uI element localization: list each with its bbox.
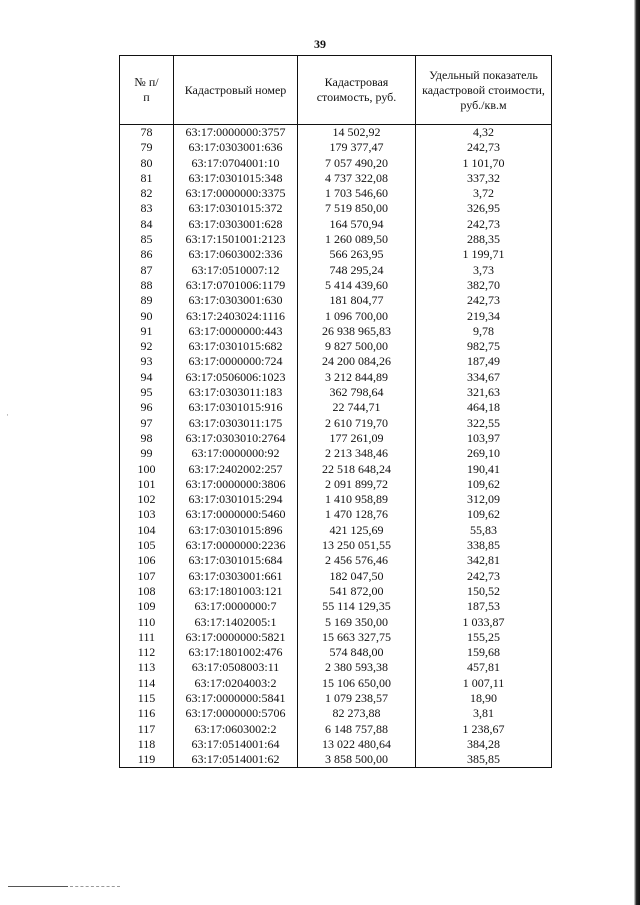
- cell-cadastral-number: 63:17:0301015:682: [174, 339, 298, 354]
- cell-cadastral-value: 9 827 500,00: [298, 339, 416, 354]
- cell-row-number: 101: [120, 477, 174, 492]
- cell-cadastral-value: 5 169 350,00: [298, 615, 416, 630]
- cell-row-number: 85: [120, 232, 174, 247]
- cell-cadastral-number: 63:17:0000000:5841: [174, 691, 298, 706]
- table-row: [120, 492, 552, 507]
- table-row: [120, 431, 552, 446]
- cell-cadastral-value: 14 502,92: [298, 125, 416, 141]
- table-row: [120, 706, 552, 721]
- table-row: [120, 507, 552, 522]
- table-row: [120, 676, 552, 691]
- cell-cadastral-number: 63:17:0000000:3806: [174, 477, 298, 492]
- cell-cadastral-number: 63:17:2403024:1116: [174, 309, 298, 324]
- cell-cadastral-value: 13 022 480,64: [298, 737, 416, 752]
- cell-row-number: 98: [120, 431, 174, 446]
- cell-cadastral-value: 24 200 084,26: [298, 354, 416, 369]
- cell-specific-indicator: 3,72: [416, 186, 552, 201]
- cell-cadastral-value: 1 470 128,76: [298, 507, 416, 522]
- cell-cadastral-number: 63:17:0303001:636: [174, 140, 298, 155]
- table-row: [120, 599, 552, 614]
- cell-row-number: 82: [120, 186, 174, 201]
- table-row: [120, 385, 552, 400]
- cell-cadastral-value: 15 106 650,00: [298, 676, 416, 691]
- table-row: [120, 370, 552, 385]
- cell-cadastral-value: 164 570,94: [298, 217, 416, 232]
- table-row: [120, 630, 552, 645]
- cell-row-number: 83: [120, 201, 174, 216]
- cell-row-number: 81: [120, 171, 174, 186]
- table-row: [120, 752, 552, 768]
- header-specific-indicator-label: Удельный показатель кадастровой стоимости, руб./кв.м: [422, 67, 545, 112]
- cell-cadastral-value: 177 261,09: [298, 431, 416, 446]
- cell-specific-indicator: 242,73: [416, 293, 552, 308]
- cell-cadastral-value: 2 610 719,70: [298, 416, 416, 431]
- cell-cadastral-number: 63:17:0510007:12: [174, 263, 298, 278]
- cell-cadastral-value: 3 858 500,00: [298, 752, 416, 768]
- page-number: 39: [314, 37, 326, 51]
- table-row: [120, 400, 552, 415]
- cell-row-number: 97: [120, 416, 174, 431]
- scan-margin-mark: ·: [6, 410, 9, 420]
- cell-specific-indicator: 242,73: [416, 140, 552, 155]
- table-row: [120, 232, 552, 247]
- cell-specific-indicator: 187,49: [416, 354, 552, 369]
- cell-cadastral-number: 63:17:0506006:1023: [174, 370, 298, 385]
- table-row: [120, 477, 552, 492]
- table-header: [120, 56, 552, 125]
- cell-specific-indicator: 385,85: [416, 752, 552, 768]
- cell-specific-indicator: 187,53: [416, 599, 552, 614]
- table-row: [120, 293, 552, 308]
- cell-row-number: 94: [120, 370, 174, 385]
- cell-cadastral-value: 1 096 700,00: [298, 309, 416, 324]
- cell-specific-indicator: 150,52: [416, 584, 552, 599]
- header-row-number: [120, 56, 174, 125]
- table-row: [120, 247, 552, 262]
- cell-specific-indicator: 1 101,70: [416, 156, 552, 171]
- cell-cadastral-number: 63:17:0000000:3375: [174, 186, 298, 201]
- table-row: [120, 156, 552, 171]
- table-row: [120, 339, 552, 354]
- table-row: [120, 171, 552, 186]
- cell-row-number: 105: [120, 538, 174, 553]
- cell-cadastral-value: 1 079 238,57: [298, 691, 416, 706]
- cell-row-number: 88: [120, 278, 174, 293]
- cell-cadastral-number: 63:17:0603002:336: [174, 247, 298, 262]
- table-row: [120, 446, 552, 461]
- cell-cadastral-number: 63:17:0000000:5460: [174, 507, 298, 522]
- cell-cadastral-value: 421 125,69: [298, 523, 416, 538]
- table-row: [120, 186, 552, 201]
- cell-cadastral-value: 1 410 958,89: [298, 492, 416, 507]
- cell-cadastral-value: 1 260 089,50: [298, 232, 416, 247]
- cell-specific-indicator: 1 007,11: [416, 676, 552, 691]
- table-row: [120, 691, 552, 706]
- cell-cadastral-value: 15 663 327,75: [298, 630, 416, 645]
- table-row: [120, 201, 552, 216]
- cell-row-number: 102: [120, 492, 174, 507]
- cell-cadastral-number: 63:17:0301015:294: [174, 492, 298, 507]
- footer-rule: [8, 886, 68, 887]
- cell-cadastral-value: 179 377,47: [298, 140, 416, 155]
- cell-cadastral-value: 182 047,50: [298, 569, 416, 584]
- cell-row-number: 106: [120, 553, 174, 568]
- cell-cadastral-value: 13 250 051,55: [298, 538, 416, 553]
- cell-row-number: 118: [120, 737, 174, 752]
- table-row: [120, 125, 552, 141]
- table-row: [120, 737, 552, 752]
- cell-specific-indicator: 337,32: [416, 171, 552, 186]
- cell-specific-indicator: 55,83: [416, 523, 552, 538]
- cell-cadastral-number: 63:17:0301015:916: [174, 400, 298, 415]
- cell-cadastral-value: 7 519 850,00: [298, 201, 416, 216]
- cell-cadastral-value: 541 872,00: [298, 584, 416, 599]
- table-row: [120, 645, 552, 660]
- cell-cadastral-value: 566 263,95: [298, 247, 416, 262]
- table-row: [120, 523, 552, 538]
- cell-row-number: 93: [120, 354, 174, 369]
- cell-specific-indicator: 326,95: [416, 201, 552, 216]
- cell-row-number: 99: [120, 446, 174, 461]
- cell-cadastral-number: 63:17:0000000:92: [174, 446, 298, 461]
- cell-row-number: 78: [120, 125, 174, 141]
- cell-row-number: 104: [120, 523, 174, 538]
- header-cadastral-number: Кадастровый номер: [174, 56, 298, 125]
- cell-cadastral-number: 63:17:0000000:443: [174, 324, 298, 339]
- cell-cadastral-value: 362 798,64: [298, 385, 416, 400]
- cell-specific-indicator: 109,62: [416, 507, 552, 522]
- cell-row-number: 109: [120, 599, 174, 614]
- cell-cadastral-number: 63:17:0000000:5706: [174, 706, 298, 721]
- cell-cadastral-value: 748 295,24: [298, 263, 416, 278]
- cell-cadastral-value: 26 938 965,83: [298, 324, 416, 339]
- cell-cadastral-number: 63:17:0301015:896: [174, 523, 298, 538]
- cell-cadastral-value: 2 091 899,72: [298, 477, 416, 492]
- cell-cadastral-value: 2 380 593,38: [298, 660, 416, 675]
- table-row: [120, 263, 552, 278]
- table-row: [120, 615, 552, 630]
- table-row: [120, 584, 552, 599]
- cell-row-number: 108: [120, 584, 174, 599]
- cell-row-number: 86: [120, 247, 174, 262]
- table-row: [120, 324, 552, 339]
- cell-cadastral-value: 3 212 844,89: [298, 370, 416, 385]
- cell-cadastral-number: 63:17:0000000:3757: [174, 125, 298, 141]
- cell-cadastral-value: 6 148 757,88: [298, 722, 416, 737]
- cell-row-number: 89: [120, 293, 174, 308]
- table-row: [120, 660, 552, 675]
- cell-row-number: 91: [120, 324, 174, 339]
- cell-specific-indicator: 334,67: [416, 370, 552, 385]
- table-row: [120, 569, 552, 584]
- cell-cadastral-number: 63:17:0303001:661: [174, 569, 298, 584]
- footer-rule-dashed: [70, 886, 120, 887]
- cell-cadastral-number: 63:17:0204003:2: [174, 676, 298, 691]
- cell-specific-indicator: 109,62: [416, 477, 552, 492]
- cell-row-number: 112: [120, 645, 174, 660]
- cell-cadastral-value: 1 703 546,60: [298, 186, 416, 201]
- cell-cadastral-number: 63:17:0301015:372: [174, 201, 298, 216]
- table-row: [120, 553, 552, 568]
- cell-cadastral-number: 63:17:0701006:1179: [174, 278, 298, 293]
- header-cadastral-value: [298, 56, 416, 125]
- cell-row-number: 80: [120, 156, 174, 171]
- cell-row-number: 87: [120, 263, 174, 278]
- cell-specific-indicator: 342,81: [416, 553, 552, 568]
- header-cadastral-value-label: Кадастровая стоимость, руб.: [316, 75, 397, 104]
- cell-row-number: 113: [120, 660, 174, 675]
- table-row: [120, 538, 552, 553]
- cell-cadastral-value: 55 114 129,35: [298, 599, 416, 614]
- table-row: [120, 416, 552, 431]
- header-specific-indicator: [416, 56, 552, 125]
- cell-cadastral-number: 63:17:0303001:630: [174, 293, 298, 308]
- cell-specific-indicator: 982,75: [416, 339, 552, 354]
- cell-cadastral-number: 63:17:1402005:1: [174, 615, 298, 630]
- cell-specific-indicator: 242,73: [416, 217, 552, 232]
- cell-specific-indicator: 312,09: [416, 492, 552, 507]
- cell-cadastral-number: 63:17:0303010:2764: [174, 431, 298, 446]
- cell-cadastral-number: 63:17:0000000:724: [174, 354, 298, 369]
- cell-specific-indicator: 1 033,87: [416, 615, 552, 630]
- cell-row-number: 111: [120, 630, 174, 645]
- cell-row-number: 92: [120, 339, 174, 354]
- cell-cadastral-number: 63:17:0704001:10: [174, 156, 298, 171]
- cell-cadastral-number: 63:17:0301015:684: [174, 553, 298, 568]
- cell-cadastral-number: 63:17:1501001:2123: [174, 232, 298, 247]
- cell-cadastral-value: 5 414 439,60: [298, 278, 416, 293]
- cell-row-number: 103: [120, 507, 174, 522]
- cell-specific-indicator: 190,41: [416, 462, 552, 477]
- cell-specific-indicator: 3,73: [416, 263, 552, 278]
- cell-specific-indicator: 242,73: [416, 569, 552, 584]
- cell-specific-indicator: 9,78: [416, 324, 552, 339]
- scan-edge-shadow: [634, 0, 640, 905]
- cell-row-number: 116: [120, 706, 174, 721]
- cell-row-number: 96: [120, 400, 174, 415]
- table-body: [120, 125, 552, 768]
- cell-row-number: 100: [120, 462, 174, 477]
- cell-specific-indicator: 322,55: [416, 416, 552, 431]
- cell-specific-indicator: 464,18: [416, 400, 552, 415]
- table-row: [120, 309, 552, 324]
- cell-cadastral-number: 63:17:0514001:64: [174, 737, 298, 752]
- cell-cadastral-number: 63:17:0303011:175: [174, 416, 298, 431]
- cell-specific-indicator: 18,90: [416, 691, 552, 706]
- cell-specific-indicator: 321,63: [416, 385, 552, 400]
- cell-specific-indicator: 1 199,71: [416, 247, 552, 262]
- table-row: [120, 217, 552, 232]
- cadastral-value-table: [119, 55, 552, 768]
- cell-row-number: 115: [120, 691, 174, 706]
- cell-specific-indicator: 219,34: [416, 309, 552, 324]
- cell-cadastral-number: 63:17:0000000:2236: [174, 538, 298, 553]
- table-row: [120, 722, 552, 737]
- cell-cadastral-number: 63:17:1801003:121: [174, 584, 298, 599]
- cell-specific-indicator: 3,81: [416, 706, 552, 721]
- cell-cadastral-value: 2 213 348,46: [298, 446, 416, 461]
- cell-cadastral-number: 63:17:2402002:257: [174, 462, 298, 477]
- cell-cadastral-number: 63:17:0514001:62: [174, 752, 298, 768]
- cell-specific-indicator: 382,70: [416, 278, 552, 293]
- cell-row-number: 107: [120, 569, 174, 584]
- cell-cadastral-value: 22 744,71: [298, 400, 416, 415]
- cell-cadastral-number: 63:17:0000000:7: [174, 599, 298, 614]
- cell-specific-indicator: 269,10: [416, 446, 552, 461]
- table-row: [120, 354, 552, 369]
- cell-specific-indicator: 4,32: [416, 125, 552, 141]
- cell-specific-indicator: 288,35: [416, 232, 552, 247]
- cell-specific-indicator: 103,97: [416, 431, 552, 446]
- cell-specific-indicator: 384,28: [416, 737, 552, 752]
- cell-row-number: 114: [120, 676, 174, 691]
- cell-cadastral-value: 82 273,88: [298, 706, 416, 721]
- cell-cadastral-value: 574 848,00: [298, 645, 416, 660]
- cell-cadastral-number: 63:17:0603002:2: [174, 722, 298, 737]
- cell-cadastral-number: 63:17:0303011:183: [174, 385, 298, 400]
- cell-cadastral-value: 4 737 322,08: [298, 171, 416, 186]
- cell-specific-indicator: 1 238,67: [416, 722, 552, 737]
- cell-row-number: 79: [120, 140, 174, 155]
- cell-specific-indicator: 159,68: [416, 645, 552, 660]
- header-row-number-label: № п/п: [134, 75, 159, 104]
- cell-specific-indicator: 338,85: [416, 538, 552, 553]
- cell-specific-indicator: 155,25: [416, 630, 552, 645]
- cell-row-number: 119: [120, 752, 174, 768]
- cell-cadastral-value: 181 804,77: [298, 293, 416, 308]
- cell-row-number: 117: [120, 722, 174, 737]
- cell-specific-indicator: 457,81: [416, 660, 552, 675]
- cell-cadastral-value: 2 456 576,46: [298, 553, 416, 568]
- table-row: [120, 140, 552, 155]
- cell-cadastral-number: 63:17:0301015:348: [174, 171, 298, 186]
- cell-cadastral-value: 7 057 490,20: [298, 156, 416, 171]
- cell-row-number: 90: [120, 309, 174, 324]
- cell-row-number: 110: [120, 615, 174, 630]
- cell-cadastral-number: 63:17:0508003:11: [174, 660, 298, 675]
- cell-row-number: 84: [120, 217, 174, 232]
- cell-cadastral-value: 22 518 648,24: [298, 462, 416, 477]
- cell-row-number: 95: [120, 385, 174, 400]
- table-row: [120, 278, 552, 293]
- table-row: [120, 462, 552, 477]
- cell-cadastral-number: 63:17:1801002:476: [174, 645, 298, 660]
- cell-cadastral-number: 63:17:0000000:5821: [174, 630, 298, 645]
- cell-cadastral-number: 63:17:0303001:628: [174, 217, 298, 232]
